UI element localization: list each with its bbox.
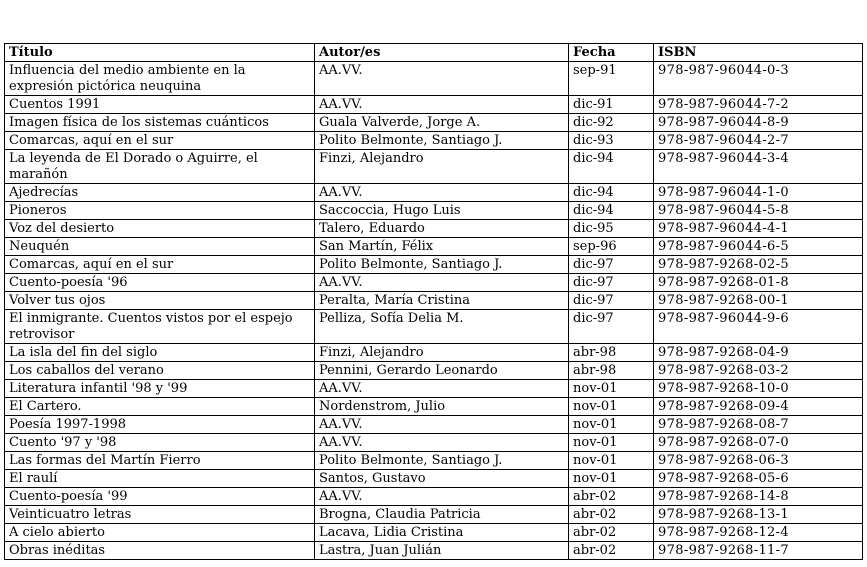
cell-date[interactable]: dic-94 [569, 184, 654, 202]
cell-author[interactable]: AA.VV. [315, 274, 569, 292]
cell-date[interactable]: abr-02 [569, 524, 654, 542]
cell-title[interactable]: La isla del fin del siglo [5, 344, 315, 362]
cell-title[interactable]: Cuento '97 y '98 [5, 434, 315, 452]
cell-title[interactable]: Pioneros [5, 202, 315, 220]
cell-author[interactable]: Brogna, Claudia Patricia [315, 506, 569, 524]
cell-author[interactable]: Pennini, Gerardo Leonardo [315, 362, 569, 380]
cell-title[interactable]: Cuento-poesía '99 [5, 488, 315, 506]
cell-isbn[interactable]: 978-987-9268-02-5 [654, 256, 863, 274]
cell-isbn[interactable]: 978-987-96044-1-0 [654, 184, 863, 202]
cell-isbn[interactable]: 978-987-96044-2-7 [654, 132, 863, 150]
cell-isbn[interactable]: 978-987-9268-12-4 [654, 524, 863, 542]
cell-date[interactable]: nov-01 [569, 434, 654, 452]
cell-isbn[interactable]: 978-987-96044-5-8 [654, 202, 863, 220]
cell-title[interactable]: Influencia del medio ambiente en la expresión pictórica neuquina [5, 62, 315, 96]
cell-date[interactable]: nov-01 [569, 398, 654, 416]
table-row [5, 416, 863, 434]
cell-author[interactable]: Lastra, Juan Julián [315, 542, 569, 560]
cell-isbn[interactable]: 978-987-9268-04-9 [654, 344, 863, 362]
spreadsheet-area [4, 43, 863, 560]
cell-date[interactable]: dic-97 [569, 292, 654, 310]
cell-author[interactable]: San Martín, Félix [315, 238, 569, 256]
cell-author[interactable]: AA.VV. [315, 380, 569, 398]
cell-date[interactable]: dic-93 [569, 132, 654, 150]
cell-title[interactable]: Ajedrecías [5, 184, 315, 202]
cell-date[interactable]: nov-01 [569, 380, 654, 398]
cell-author[interactable]: Santos, Gustavo [315, 470, 569, 488]
table-row [5, 114, 863, 132]
cell-date[interactable]: nov-01 [569, 452, 654, 470]
cell-author[interactable]: AA.VV. [315, 96, 569, 114]
cell-title[interactable]: Veinticuatro letras [5, 506, 315, 524]
table-row [5, 202, 863, 220]
cell-isbn[interactable]: 978-987-9268-08-7 [654, 416, 863, 434]
table-row [5, 292, 863, 310]
table-row [5, 238, 863, 256]
cell-isbn[interactable]: 978-987-9268-10-0 [654, 380, 863, 398]
cell-isbn[interactable]: 978-987-9268-07-0 [654, 434, 863, 452]
cell-isbn[interactable]: 978-987-96044-0-3 [654, 62, 863, 96]
cell-date[interactable]: sep-96 [569, 238, 654, 256]
cell-date[interactable]: dic-92 [569, 114, 654, 132]
cell-title[interactable]: Cuentos 1991 [5, 96, 315, 114]
cell-title[interactable]: Imagen física de los sistemas cuánticos [5, 114, 315, 132]
cell-author[interactable]: Polito Belmonte, Santiago J. [315, 256, 569, 274]
cell-author[interactable]: Guala Valverde, Jorge A. [315, 114, 569, 132]
cell-author[interactable]: Polito Belmonte, Santiago J. [315, 132, 569, 150]
cell-isbn[interactable]: 978-987-9268-14-8 [654, 488, 863, 506]
cell-title[interactable]: A cielo abierto [5, 524, 315, 542]
table-row [5, 434, 863, 452]
cell-isbn[interactable]: 978-987-9268-09-4 [654, 398, 863, 416]
cell-title[interactable]: Neuquén [5, 238, 315, 256]
cell-isbn[interactable]: 978-987-9268-11-7 [654, 542, 863, 560]
cell-author[interactable]: Finzi, Alejandro [315, 344, 569, 362]
table-row [5, 380, 863, 398]
cell-author[interactable]: Peralta, María Cristina [315, 292, 569, 310]
cell-author[interactable]: Pelliza, Sofía Delia M. [315, 310, 569, 344]
cell-author[interactable]: AA.VV. [315, 434, 569, 452]
table-row [5, 132, 863, 150]
cell-author[interactable]: Nordenstrom, Julio [315, 398, 569, 416]
header-author[interactable]: Autor/es [315, 44, 569, 62]
cell-isbn[interactable]: 978-987-96044-8-9 [654, 114, 863, 132]
table-row [5, 488, 863, 506]
cell-title[interactable]: Volver tus ojos [5, 292, 315, 310]
cell-date[interactable]: nov-01 [569, 470, 654, 488]
table-row [5, 220, 863, 238]
cell-title[interactable]: Cuento-poesía '96 [5, 274, 315, 292]
table-row [5, 506, 863, 524]
cell-date[interactable]: dic-97 [569, 256, 654, 274]
cell-author[interactable]: AA.VV. [315, 488, 569, 506]
cell-isbn[interactable]: 978-987-9268-13-1 [654, 506, 863, 524]
cell-title[interactable]: Poesía 1997-1998 [5, 416, 315, 434]
cell-isbn[interactable]: 978-987-96044-3-4 [654, 150, 863, 184]
header-title[interactable]: Título [5, 44, 315, 62]
cell-author[interactable]: Finzi, Alejandro [315, 150, 569, 184]
table-row [5, 398, 863, 416]
table-row [5, 256, 863, 274]
table-row [5, 524, 863, 542]
cell-isbn[interactable]: 978-987-9268-01-8 [654, 274, 863, 292]
cell-date[interactable]: dic-94 [569, 202, 654, 220]
cell-date[interactable]: abr-98 [569, 344, 654, 362]
cell-date[interactable]: abr-02 [569, 506, 654, 524]
cell-isbn[interactable]: 978-987-96044-6-5 [654, 238, 863, 256]
cell-isbn[interactable]: 978-987-9268-06-3 [654, 452, 863, 470]
cell-title[interactable]: Comarcas, aquí en el sur [5, 256, 315, 274]
cell-title[interactable]: Comarcas, aquí en el sur [5, 132, 315, 150]
table-row [5, 344, 863, 362]
cell-author[interactable]: AA.VV. [315, 62, 569, 96]
cell-isbn[interactable]: 978-987-9268-00-1 [654, 292, 863, 310]
header-isbn[interactable]: ISBN [654, 44, 863, 62]
cell-isbn[interactable]: 978-987-96044-7-2 [654, 96, 863, 114]
cell-date[interactable]: dic-97 [569, 310, 654, 344]
table-body [5, 62, 863, 560]
cell-isbn[interactable]: 978-987-96044-9-6 [654, 310, 863, 344]
cell-date[interactable]: abr-98 [569, 362, 654, 380]
table-row [5, 62, 863, 96]
cell-date[interactable]: sep-91 [569, 62, 654, 96]
cell-title[interactable]: Los caballos del verano [5, 362, 315, 380]
cell-date[interactable]: nov-01 [569, 416, 654, 434]
cell-title[interactable]: Las formas del Martín Fierro [5, 452, 315, 470]
cell-date[interactable]: abr-02 [569, 488, 654, 506]
cell-title[interactable]: La leyenda de El Dorado o Aguirre, el marañón [5, 150, 315, 184]
table-row [5, 274, 863, 292]
table-row [5, 470, 863, 488]
cell-isbn[interactable]: 978-987-9268-03-2 [654, 362, 863, 380]
cell-author[interactable]: Talero, Eduardo [315, 220, 569, 238]
table-row [5, 150, 863, 184]
header-date[interactable]: Fecha [569, 44, 654, 62]
cell-title[interactable]: El inmigrante. Cuentos vistos por el espejo retrovisor [5, 310, 315, 344]
cell-date[interactable]: dic-97 [569, 274, 654, 292]
cell-isbn[interactable]: 978-987-96044-4-1 [654, 220, 863, 238]
cell-date[interactable]: dic-95 [569, 220, 654, 238]
cell-author[interactable]: Polito Belmonte, Santiago J. [315, 452, 569, 470]
cell-title[interactable]: El Cartero. [5, 398, 315, 416]
cell-author[interactable]: Lacava, Lidia Cristina [315, 524, 569, 542]
table-row [5, 452, 863, 470]
table-row [5, 184, 863, 202]
header-row [5, 44, 863, 62]
cell-title[interactable]: Literatura infantil '98 y '99 [5, 380, 315, 398]
table-row [5, 362, 863, 380]
cell-title[interactable]: El raulí [5, 470, 315, 488]
cell-isbn[interactable]: 978-987-9268-05-6 [654, 470, 863, 488]
cell-author[interactable]: Saccoccia, Hugo Luis [315, 202, 569, 220]
cell-author[interactable]: AA.VV. [315, 416, 569, 434]
cell-date[interactable]: dic-91 [569, 96, 654, 114]
cell-title[interactable]: Voz del desierto [5, 220, 315, 238]
table-row [5, 96, 863, 114]
cell-date[interactable]: dic-94 [569, 150, 654, 184]
cell-title[interactable]: Obras inéditas [5, 542, 315, 560]
table-row [5, 310, 863, 344]
books-table [4, 43, 863, 560]
cell-author[interactable]: AA.VV. [315, 184, 569, 202]
cell-date[interactable]: abr-02 [569, 542, 654, 560]
table-row [5, 542, 863, 560]
